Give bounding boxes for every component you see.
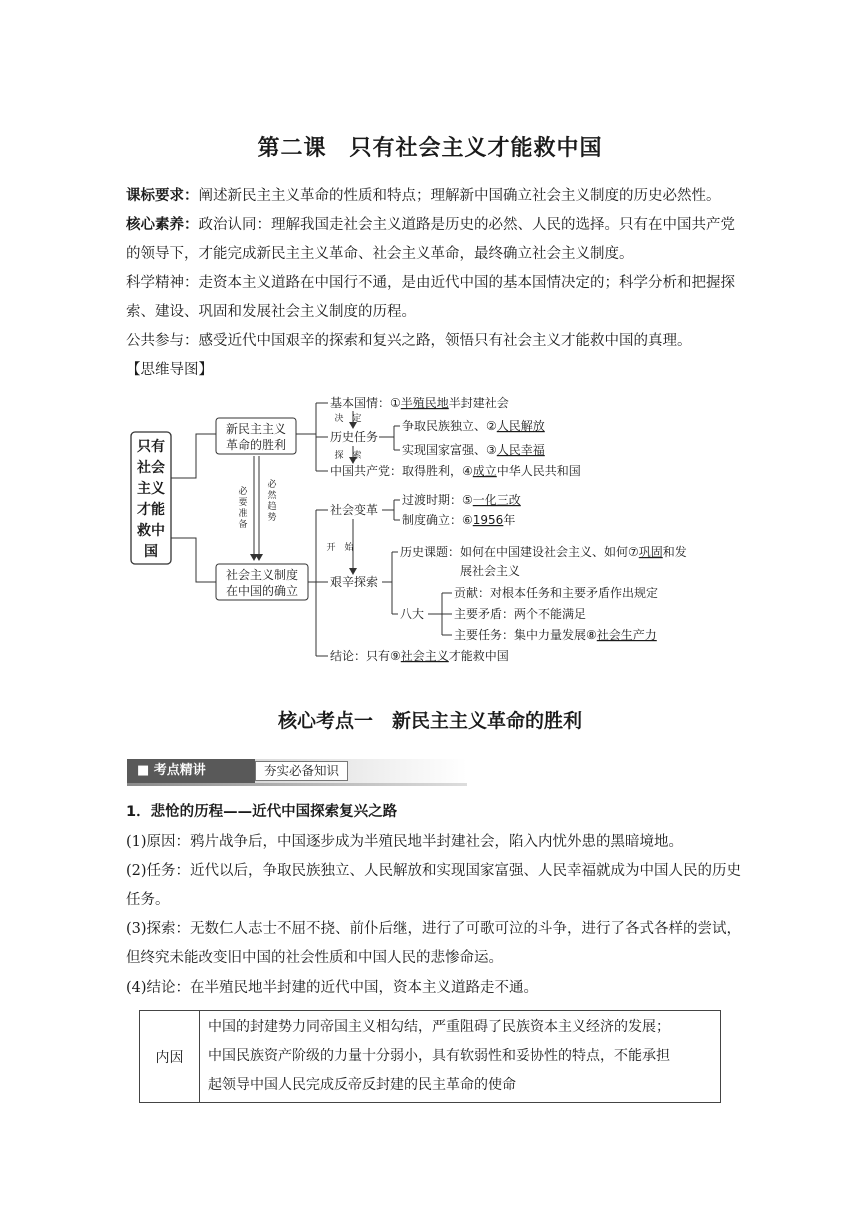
table-line: 起领导中国人民完成反帝反封建的民主革命的使命 <box>208 1077 516 1093</box>
banner-tag: 夯实必备知识 <box>255 761 348 781</box>
root-line: 才能 <box>137 502 165 518</box>
core-literacy-label: 核心素养： <box>126 217 199 233</box>
root-line: 只有 <box>137 439 165 455</box>
curriculum-text: 阐述新民主主义革命的性质和特点；理解新中国确立社会主义制度的历史必然性。 <box>198 188 721 204</box>
svg-text:要: 要 <box>238 498 248 508</box>
svg-text:趋: 趋 <box>267 502 277 512</box>
branch1-line: 革命的胜利 <box>225 438 287 452</box>
communist-party: 中国共产党：取得胜利，④成立中华人民共和国 <box>330 464 581 478</box>
historical-topic: 历史课题：如何在中国建设社会主义、如何⑦巩固和发 <box>400 545 687 559</box>
decide-label: 决 定 <box>334 414 362 424</box>
mindmap-heading: 【思维导图】 <box>126 362 213 378</box>
historical-task: 历史任务 <box>330 430 379 444</box>
contribution: 贡献：对根本任务和主要矛盾作出规定 <box>454 586 659 600</box>
public-participation: 公共参与：感受近代中国艰辛的探索和复兴之路，领悟只有社会主义才能救中国的真理。 <box>126 333 692 349</box>
core-literacy-text: 政治认同：理解我国走社会主义道路是历史的必然、人民的选择。只有在中国共产党的领导下，才能完成新民主主义革命、社会主义革命，最终确立社会主义制度。 <box>126 217 735 262</box>
branch2-line: 在中国的确立 <box>225 584 299 598</box>
table-header-cell: 内因 <box>140 1011 200 1103</box>
mind-map <box>126 388 726 672</box>
curriculum-requirement <box>126 182 746 211</box>
explore-label: 探 索 <box>334 451 362 461</box>
page-title: 第二课 只有社会主义才能救中国 <box>257 136 603 161</box>
root-line: 社会 <box>137 460 165 476</box>
start-label: 开 始 <box>326 543 354 553</box>
between-right-label <box>267 479 277 523</box>
table-content-cell <box>200 1011 721 1103</box>
root-line: 主义 <box>137 481 165 497</box>
main-task: 主要任务：集中力量发展⑧社会生产力 <box>454 628 657 642</box>
point-cause: (1)原因：鸦片战争后，中国逐步成为半殖民地半封建社会，陷入内忧外患的黑暗境地。 <box>126 834 684 850</box>
branch2-line: 社会主义制度 <box>225 568 299 582</box>
svg-text:备: 备 <box>238 520 248 530</box>
svg-text:准: 准 <box>238 509 248 519</box>
arduous-exploration: 艰辛探索 <box>330 575 379 589</box>
task-prosperity: 实现国家富强、③人民幸福 <box>402 443 545 457</box>
eighth-congress: 八大 <box>400 607 425 621</box>
svg-text:然: 然 <box>267 491 277 501</box>
main-contradiction: 主要矛盾：两个不能满足 <box>454 607 587 621</box>
core-literacy <box>126 211 746 269</box>
svg-text:必: 必 <box>238 487 248 497</box>
table-line: 中国的封建势力同帝国主义相勾结，严重阻碍了民族资本主义经济的发展； <box>208 1019 670 1035</box>
curriculum-label: 课标要求： <box>126 188 199 204</box>
svg-text:必: 必 <box>267 480 277 490</box>
table-row <box>140 1011 721 1103</box>
scientific-spirit: 科学精神：走资本主义道路在中国行不通，是由近代中国的基本国情决定的；科学分析和把握探索、建设、巩固和发展社会主义制度的历程。 <box>126 275 735 320</box>
root-line: 国 <box>144 544 158 560</box>
system-established: 制度确立：⑥1956年 <box>402 513 516 527</box>
social-change: 社会变革 <box>330 503 379 517</box>
conclusion: 结论：只有⑨社会主义才能救中国 <box>330 649 509 663</box>
key-point-banner <box>127 759 467 785</box>
banner-label: ■ 考点精讲 <box>127 759 255 783</box>
task-independence: 争取民族独立、②人民解放 <box>402 419 545 433</box>
table-line: 中国民族资产阶级的力量十分弱小，具有软弱性和妥协性的特点，不能承担 <box>208 1048 670 1064</box>
point-exploration: (3)探索：无数仁人志士不屈不挠、前仆后继，进行了可歌可泣的斗争，进行了各式各样的尝试，但终究未能改变旧中国的社会性质和中国人民的悲惨命运。 <box>126 921 742 966</box>
point-task: (2)任务：近代以后，争取民族独立、人民解放和实现国家富强、人民幸福就成为中国人民的历史任务。 <box>126 863 742 908</box>
branch1-line: 新民主主义 <box>225 422 287 436</box>
point-conclusion: (4)结论：在半殖民地半封建的近代中国，资本主义道路走不通。 <box>126 980 539 996</box>
internal-cause-table <box>139 1010 721 1103</box>
between-left-label <box>238 486 248 530</box>
transition-period: 过渡时期：⑤一化三改 <box>402 493 521 507</box>
banner-stripe <box>127 783 467 786</box>
root-line: 救中 <box>137 523 165 539</box>
basic-condition: 基本国情：①半殖民地半封建社会 <box>330 396 509 410</box>
svg-text:势: 势 <box>267 513 277 523</box>
section-title: 核心考点一 新民主主义革命的胜利 <box>277 710 582 732</box>
historical-topic-line2: 展社会主义 <box>460 564 521 578</box>
subheading: 1．悲怆的历程——近代中国探索复兴之路 <box>126 804 398 820</box>
